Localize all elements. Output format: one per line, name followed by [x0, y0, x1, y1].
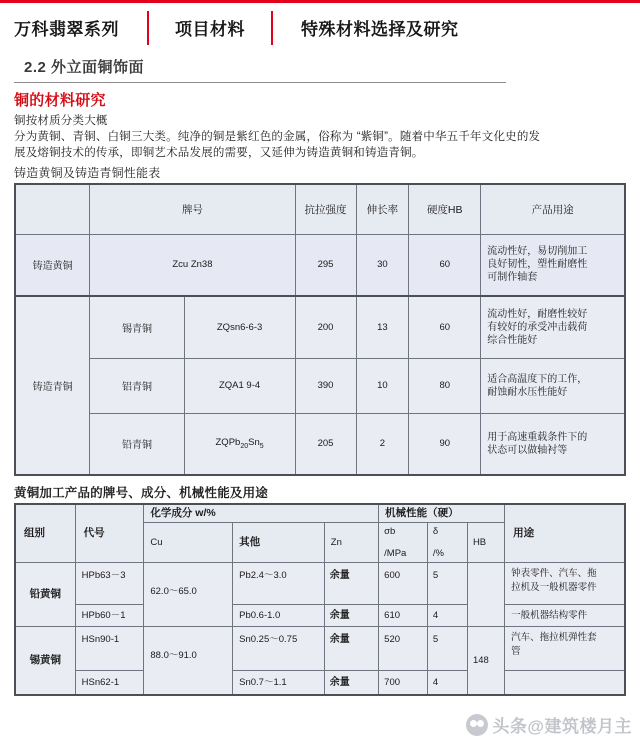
use-line: 流动性好，耐磨性较好 — [487, 308, 588, 320]
table1-grade-value: ZQsn6-6-3 — [184, 296, 295, 358]
table1-elongation-value: 10 — [356, 358, 409, 413]
table2-header-composition: 化学成分 w/% — [144, 504, 379, 523]
table1-elongation-value: 30 — [356, 234, 409, 296]
table2-hb-value: 148 — [467, 627, 504, 695]
casting-brass-bronze-table — [14, 183, 626, 476]
table1-header-row — [15, 184, 625, 234]
table2-header-delta — [427, 523, 467, 563]
table-row — [15, 234, 625, 296]
table-row — [15, 413, 625, 475]
table2-delta-value: 5 — [427, 563, 467, 605]
table1-elongation-value: 2 — [356, 413, 409, 475]
table1-use-text — [481, 296, 625, 358]
table1-tensile-value: 200 — [295, 296, 356, 358]
use-line: 用于高速重载条件下的 — [487, 431, 588, 443]
table2-header-row-top — [15, 504, 625, 523]
table1-header-elongation: 伸长率 — [356, 184, 409, 234]
table2-code-value: HPb63－3 — [75, 563, 144, 605]
table1-header-blank — [15, 184, 90, 234]
table2-other-value: Pb0.6-1.0 — [233, 605, 325, 627]
table2-header-other: 其他 — [233, 523, 325, 563]
table2-header-zn: Zn — [324, 523, 378, 563]
table1-use-text — [481, 358, 625, 413]
header-item-special-material: 特殊材料选择及研究 — [301, 20, 459, 39]
table1-hardness-value: 90 — [409, 413, 481, 475]
use-line: 综合性能好 — [487, 334, 538, 346]
sigma-symbol: σb — [384, 526, 396, 537]
section-title: 2.2 外立面铜饰面 — [14, 52, 506, 83]
table1-header-grade: 牌号 — [90, 184, 295, 234]
use-line: 适合高温度下的工作， — [487, 373, 588, 385]
use-line: 拉机及一般机器零件 — [511, 582, 597, 593]
table-row — [15, 563, 625, 605]
table2-other-value: Sn0.7～1.1 — [233, 671, 325, 695]
table2-delta-value: 4 — [427, 605, 467, 627]
use-line: 有较好的承受冲击载荷 — [487, 321, 588, 333]
intro-paragraph — [14, 113, 626, 161]
table1-tensile-value: 295 — [295, 234, 356, 296]
table2-use-text — [505, 671, 625, 695]
table1-group-brass: 铸造黄铜 — [15, 234, 90, 296]
table2-zn-value: 余量 — [324, 563, 378, 605]
header-item-series: 万科翡翠系列 — [14, 20, 119, 39]
table2-zn-value: 余量 — [324, 605, 378, 627]
table2-sigma-value: 600 — [379, 563, 428, 605]
table2-zn-value: 余量 — [324, 627, 378, 671]
table1-alloy-aluminium-bronze: 铝青铜 — [90, 358, 184, 413]
table2-header-code: 代号 — [75, 504, 144, 563]
table-row — [15, 627, 625, 671]
watermark-text: 头条@建筑楼月主 — [492, 717, 632, 736]
table2-use-text — [505, 563, 625, 605]
use-line: 耐蚀耐水压性能好 — [487, 386, 568, 398]
paragraph-line-3: 展及熔铜技术的传承，即铜艺术品发展的需要，又延伸为铸造黄铜和铸造青铜。 — [14, 147, 424, 159]
use-line: 状态可以做轴衬等 — [487, 444, 568, 456]
header-divider-1 — [147, 11, 149, 45]
table1-use-text — [481, 413, 625, 475]
delta-unit: /% — [432, 548, 444, 559]
table2-header-sigma — [379, 523, 428, 563]
table1-header-use: 产品用途 — [481, 184, 625, 234]
table1-header-hardness: 硬度HB — [409, 184, 481, 234]
table2-group-lead-brass: 铅黄铜 — [15, 563, 75, 627]
table2-header-use: 用途 — [505, 504, 625, 563]
table2-other-value: Pb2.4～3.0 — [233, 563, 325, 605]
table-row — [15, 296, 625, 358]
table1-tensile-value: 205 — [295, 413, 356, 475]
table2-cu-value: 88.0～91.0 — [144, 627, 233, 695]
table1-tensile-value: 390 — [295, 358, 356, 413]
use-line: 一般机器结构零件 — [511, 609, 588, 621]
table2-header-cu: Cu — [144, 523, 233, 563]
table1-use-text — [481, 234, 625, 296]
table2-sigma-value: 700 — [379, 671, 428, 695]
table2-delta-value: 4 — [427, 671, 467, 695]
header-divider-2 — [271, 11, 273, 45]
table1-grade-value-sub — [184, 413, 295, 475]
brass-products-table — [14, 503, 626, 696]
use-line: 可制作轴套 — [487, 272, 538, 284]
grade-subscript-2: 5 — [259, 443, 264, 451]
delta-symbol: δ — [432, 526, 439, 537]
table2-header-group: 组别 — [15, 504, 75, 563]
table2-header-mechanical: 机械性能（硬） — [379, 504, 505, 523]
table2-code-value: HPb60－1 — [75, 605, 144, 627]
subsection-title: 铜的材料研究 — [14, 92, 106, 109]
table2-group-tin-brass: 锡黄铜 — [15, 627, 75, 695]
table1-elongation-value: 13 — [356, 296, 409, 358]
paragraph-line-1: 铜按材质分类大概 — [14, 115, 108, 127]
table1-hardness-value: 80 — [409, 358, 481, 413]
table1-grade-value: Zcu Zn38 — [90, 234, 295, 296]
table2-zn-value: 余量 — [324, 671, 378, 695]
table2-cu-value: 62.0～65.0 — [144, 563, 233, 627]
watermark — [466, 712, 632, 737]
table-row — [15, 605, 625, 627]
table1-grade-value: ZQA1 9-4 — [184, 358, 295, 413]
table-row — [15, 358, 625, 413]
table1-hardness-value: 60 — [409, 296, 481, 358]
use-line: 良好韧性，塑性耐磨性 — [487, 259, 588, 271]
table1-header-tensile: 抗拉强度 — [295, 184, 356, 234]
table2-use-text — [505, 605, 625, 627]
sigma-unit: /MPa — [384, 548, 407, 559]
table1-caption: 铸造黄铜及铸造青铜性能表 — [14, 166, 161, 180]
table2-hb-value — [467, 563, 504, 627]
table2-code-value: HSn62-1 — [75, 671, 144, 695]
use-line: 汽车、拖拉机弹性套 — [511, 632, 597, 643]
grade-mid: Sn — [248, 437, 260, 449]
table2-code-value: HSn90-1 — [75, 627, 144, 671]
grade-prefix: ZQPb — [215, 437, 241, 449]
table2-use-text — [505, 627, 625, 671]
grade-subscript-1: 20 — [240, 443, 249, 451]
use-line: 钟表零件、汽车、拖 — [511, 568, 597, 579]
table1-alloy-tin-bronze: 锡青铜 — [90, 296, 184, 358]
paragraph-line-2: 分为黄铜、青铜、白铜三大类。纯净的铜是紫红色的金属，俗称为 “紫铜”。随着中华五千年文化史的发 — [14, 131, 541, 143]
toutiao-logo-icon — [466, 714, 488, 736]
table1-alloy-lead-bronze: 铅青铜 — [90, 413, 184, 475]
table1-hardness-value: 60 — [409, 234, 481, 296]
table2-caption: 黄铜加工产品的牌号、成分、机械性能及用途 — [14, 486, 269, 500]
use-line: 管 — [511, 646, 521, 657]
header-item-project-material: 项目材料 — [175, 20, 245, 39]
table2-other-value: Sn0.25～0.75 — [233, 627, 325, 671]
table2-header-hb: HB — [467, 523, 504, 563]
table2-sigma-value: 610 — [379, 605, 428, 627]
table2-sigma-value: 520 — [379, 627, 428, 671]
table-row — [15, 671, 625, 695]
top-header-bar — [0, 0, 640, 52]
use-line: 流动性好，易切削加工 — [487, 246, 588, 258]
table2-delta-value: 5 — [427, 627, 467, 671]
table1-group-bronze: 铸造青铜 — [15, 296, 90, 475]
